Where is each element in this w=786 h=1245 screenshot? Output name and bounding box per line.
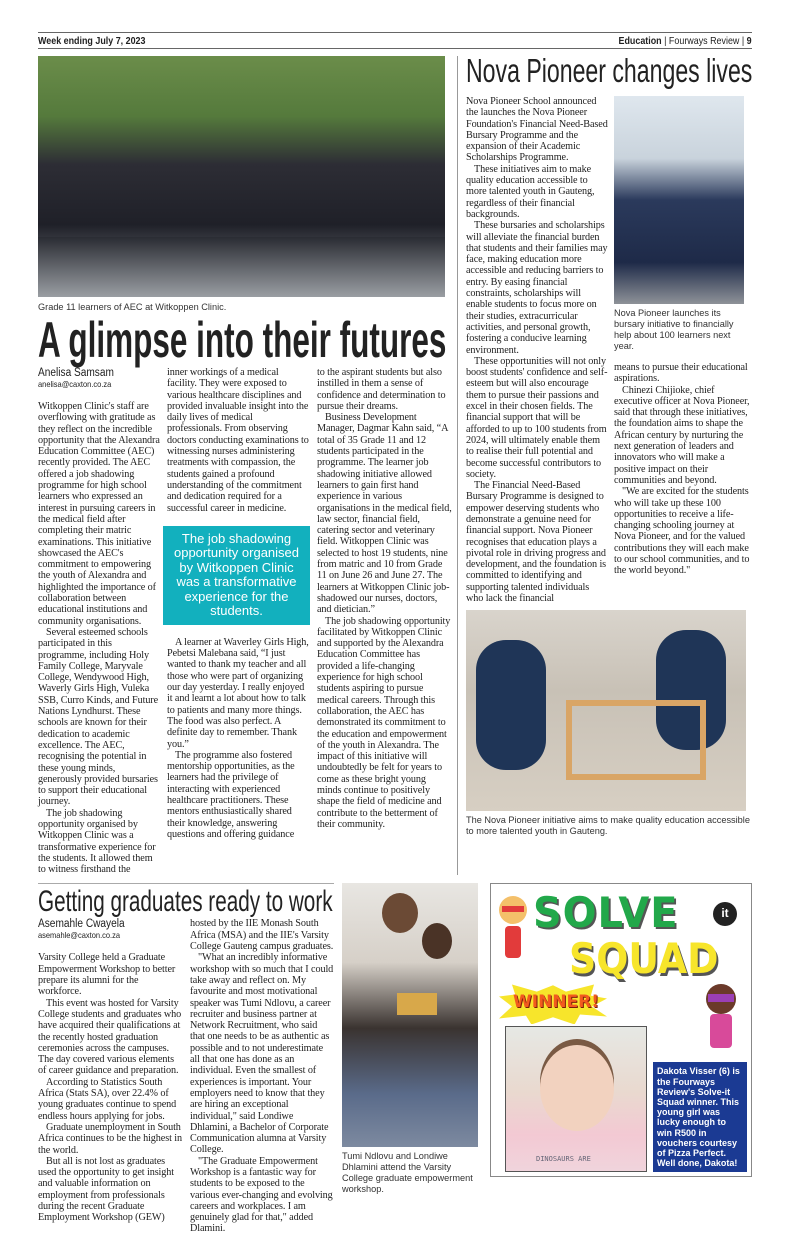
learners-group-photo: [38, 56, 445, 297]
paragraph: The job shadowing opportunity organised by Witkoppen Clinic was a transformative experience for the students. It allowed them to witness firsthand the: [38, 807, 156, 876]
nova-headline: Nova Pioneer changes lives: [466, 52, 753, 89]
author-name: Anelisa Samsam: [38, 367, 114, 379]
graduates-article: [38, 883, 334, 1234]
graduates-photo-caption: Tumi Ndlovu and Londiwe Dhlamini attend the Varsity College graduate empowerment workshop.: [342, 1151, 473, 1195]
nova-column-2: [614, 362, 750, 577]
separator: |: [664, 35, 667, 47]
glimpse-column-2: [167, 367, 310, 514]
shirt-text: DINOSAURS ARE: [536, 1155, 591, 1164]
author-email: asemahle@caxton.co.za: [38, 930, 121, 941]
solve-title: SOLVE: [533, 888, 679, 938]
paragraph: Varsity College held a Graduate Empowerment Workshop to better prepare its alumni for the workforce.: [38, 952, 176, 998]
winner-caption: Dakota Visser (6) is the Fourways Review's Solve-it Squad winner. This young girl was lucky enough to win R500 in vouchers courtesy of Pizza Perfect. Well done, Dakota!: [657, 1066, 740, 1169]
bottom-section: [0, 875, 786, 1244]
paragraph: "We are excited for the students who will take up these 100 opportunities to receive a life-changing schooling journey at Nova Pioneer, and for the valued contributions they will each make to our school communities, and to the world beyond.": [614, 486, 750, 577]
paragraph: A learner at Waverley Girls High, Pebetsi Malebana said, “I just wanted to thank my teacher and all those who were part of organizing our day yesterday. I really enjoyed it and learnt a lot about how to talk to patients and many more things. The food was also perfect. A definite day to remember. Thank you.”: [167, 636, 309, 750]
page-header: [0, 0, 786, 56]
graduates-byline: [38, 918, 184, 940]
top-section: [0, 52, 786, 876]
graduates-column-2: [190, 918, 334, 1234]
superhero-girl-purple-icon: [701, 984, 741, 1059]
glimpse-headline: A glimpse into their futures: [38, 312, 447, 368]
page-number: 9: [747, 35, 752, 47]
glimpse-column-1: [38, 401, 160, 875]
issue-date: Week ending July 7, 2023: [38, 35, 146, 47]
paragraph: But all is not lost as graduates used the opportunity to get insight and valuable information on employment from professionals during the recent Graduate Employment Workshop (GEW): [38, 1155, 175, 1224]
glimpse-byline: [38, 367, 160, 389]
publication-name: Fourways Review: [669, 35, 740, 47]
paragraph: Several esteemed schools participated in this programme, including Holy Family College, Maryvale College, Wendywood High, Waverly Girls High, Vuleka SSB, Curro Kinds, and Future Nations Lyndhurst. These schools are known for their dedication to academic excellence. The AEC, recognising the potential in these young minds, generously provided bursaries to support their educational journey.: [38, 626, 159, 808]
paragraph: hosted by the IIE Monash South Africa (MSA) and the IIE's Varsity College Gauteng campus graduates.: [190, 918, 334, 953]
author-name: Asemahle Cwayela: [38, 918, 125, 931]
paragraph: Business Development Manager, Dagmar Kahn said, “A total of 35 Grade 11 and 12 students participated in the programme. The learner job shadowing initiative allowed learners to gain first hand experience in various organisations in the medical field, law sector, financial field, catering sector and veterinary field. Witkoppen Clinic was selected to host 19 students, nine from matric and 10 from Grade 11 on June 26 and June 27. The learners at Witkoppen Clinic job-shadowed our nurses, doctors, and dietician.”: [317, 412, 452, 616]
paragraph: The programme also fostered mentorship opportunities, as the learners had the privilege of interacting with experienced healthcare practitioners. These mentors enthusiastically shared their knowledge, answering questions and offering guidance: [167, 749, 295, 840]
children-photo-caption: The Nova Pioneer initiative aims to make quality education accessible to more talented youth in Gauteng.: [466, 815, 750, 837]
paragraph: inner workings of a medical facility. They were exposed to various healthcare disciplines and provided invaluable insight into the daily lives of medical professionals. From observing doctors conducting examinations to witnessing nurses administering treatments with compassion, the students gained a profound understanding of the commitment and dedication required for a successful career in medicine.: [167, 367, 309, 514]
glimpse-column-2b: [167, 637, 310, 840]
it-text: it: [721, 906, 729, 921]
header-rule: [38, 48, 752, 49]
top-rule: [38, 32, 752, 33]
children-building-photo: [466, 610, 746, 811]
superhero-girl-icon: [497, 896, 529, 971]
nova-column-1: [466, 96, 608, 604]
nova-students-photo: [614, 96, 744, 304]
nova-article: [458, 52, 753, 875]
paragraph: These opportunities will not only boost students' confidence and self-esteem but will also encourage them to pursue their passions and excel in their chosen fields. The financial support that will be afforded to up to 100 students from 2024, will ultimately enable them to realise their full potential and become successful contributors to society.: [466, 355, 608, 480]
nova-column-2-wrap: [614, 96, 750, 604]
glimpse-column-3: [317, 367, 452, 875]
graduates-headline: Getting graduates ready to work: [38, 885, 333, 919]
paragraph: The Financial Need-Based Bursary Programme is designed to empower deserving students who demonstrate a genuine need for financial support. Nova Pioneer recognises that education plays a pivotal role in driving progress and development, and the foundation is committed to identifying and supporting talented individuals who lack the financial: [466, 480, 607, 605]
paragraph: According to Statistics South Africa (Stats SA), over 22.4% of young graduates continue to spend endless hours applying for jobs.: [38, 1076, 177, 1122]
glimpse-column-2-wrap: [167, 367, 310, 875]
paragraph: The job shadowing opportunity facilitated by Witkoppen Clinic and supported by the Alexandra Education Committee has provided a life-changing experience for high school students aspiring to pursue medical careers. Through this collaboration, the AEC has demonstrated its commitment to the education and empowerment of the youth in Alexandra. The impact of this initiative will undoubtedly be felt for years to come as these bright young minds continue to positively shape the field of medicine and contribute to the betterment of their community.: [317, 615, 451, 830]
winner-photo: [505, 1026, 647, 1172]
glimpse-column-1-wrap: [38, 367, 160, 875]
graduates-photo: [342, 883, 478, 1147]
paragraph: "What an incredibly informative workshop with so much that I could take away and reflect on. My favourite and most motivational speaker was Tumi Ndlovu, a career recruiter and business partner at Network Recruitment, who said that one needs to be as authentic as possible and to not underestimate all that one has done as an individual. Even the smallest of experiences is important. Your employers need to know that they are hiring an exceptional individual," said Londiwe Dhlamini, a Bachelor of Corporate Communication alumna at Varsity College.: [190, 952, 334, 1156]
winner-badge: WINNER!: [513, 992, 599, 1013]
separator: |: [742, 35, 745, 47]
paragraph: This event was hosted for Varsity College students and graduates who have acquired their qualifications at the recently hosted graduation ceremonies across the campuses. The day covered various elements of career guidance and preparation.: [38, 997, 182, 1077]
author-email: anelisa@caxton.co.za: [38, 379, 112, 389]
paragraph: Graduate unemployment in South Africa continues to be the highest in the world.: [38, 1121, 182, 1156]
paragraph: to the aspirant students but also instilled in them a sense of confidence and determination to pursue their dreams.: [317, 367, 446, 412]
graduates-photo-wrap: [342, 883, 482, 1195]
paragraph: "The Graduate Empowerment Workshop is a fantastic way for students to be exposed to the various ever-changing and evolving careers and workplaces. I am genuinely glad for that," added Dlamini.: [190, 1155, 333, 1235]
paragraph: These initiatives aim to make quality education accessible to more talented youth in Gauteng, regardless of their financial backgrounds.: [466, 163, 595, 220]
learners-photo-caption: Grade 11 learners of AEC at Witkoppen Clinic.: [38, 302, 227, 312]
paragraph: means to pursue their educational aspirations.: [614, 362, 748, 385]
squad-title: SQUAD: [569, 934, 719, 984]
it-badge: [713, 902, 737, 926]
paragraph: Witkoppen Clinic's staff are overflowing with gratitude as they reflect on the incredible opportunity that the Alexandra Education Committee (AEC) recently provided. The AEC offered a job shadowing programme for high school learners who expressed an interest in pursuing careers in the medical field after completing their matric examinations. This initiative showcased the AEC's commitment to empowering the youth of Alexandra and highlighted the importance of collaboration between educational institutions and community organisations.: [38, 401, 160, 627]
graduates-column-1: [38, 952, 184, 1223]
paragraph: These bursaries and scholarships will alleviate the financial burden that students and their families may face, making education more accessible and reducing barriers to entry. By easing financial constraints, scholarships will enable students to focus more on their studies, extracurricular activities, and personal growth, fostering a conducive learning environment.: [466, 220, 608, 356]
graduates-column-1-wrap: [38, 918, 184, 1234]
pull-quote-text: The job shadowing opportunity organised by Witkoppen Clinic was a transformative experience for the students.: [173, 530, 300, 619]
winner-caption-box: [653, 1062, 747, 1172]
paragraph: Chinezi Chijioke, chief executive officer at Nova Pioneer, said that through these initiatives, the foundation aims to shape the African century by nurturing the next generation of leaders and innovators who will make a positive impact on their communities and beyond.: [614, 384, 750, 486]
paragraph: Nova Pioneer School announced the launches the Nova Pioneer Foundation's Financial Need-Based Bursary Programme and the expansion of their Academic Scholarships Programme.: [466, 96, 608, 164]
nova-photo-caption: Nova Pioneer launches its bursary initiative to financially help about 100 learners next year.: [614, 308, 734, 351]
section-header: [619, 35, 752, 47]
pull-quote: [163, 526, 310, 625]
solve-it-squad-box: [490, 883, 752, 1177]
glimpse-article: [38, 56, 458, 875]
section-name: Education: [618, 35, 663, 47]
